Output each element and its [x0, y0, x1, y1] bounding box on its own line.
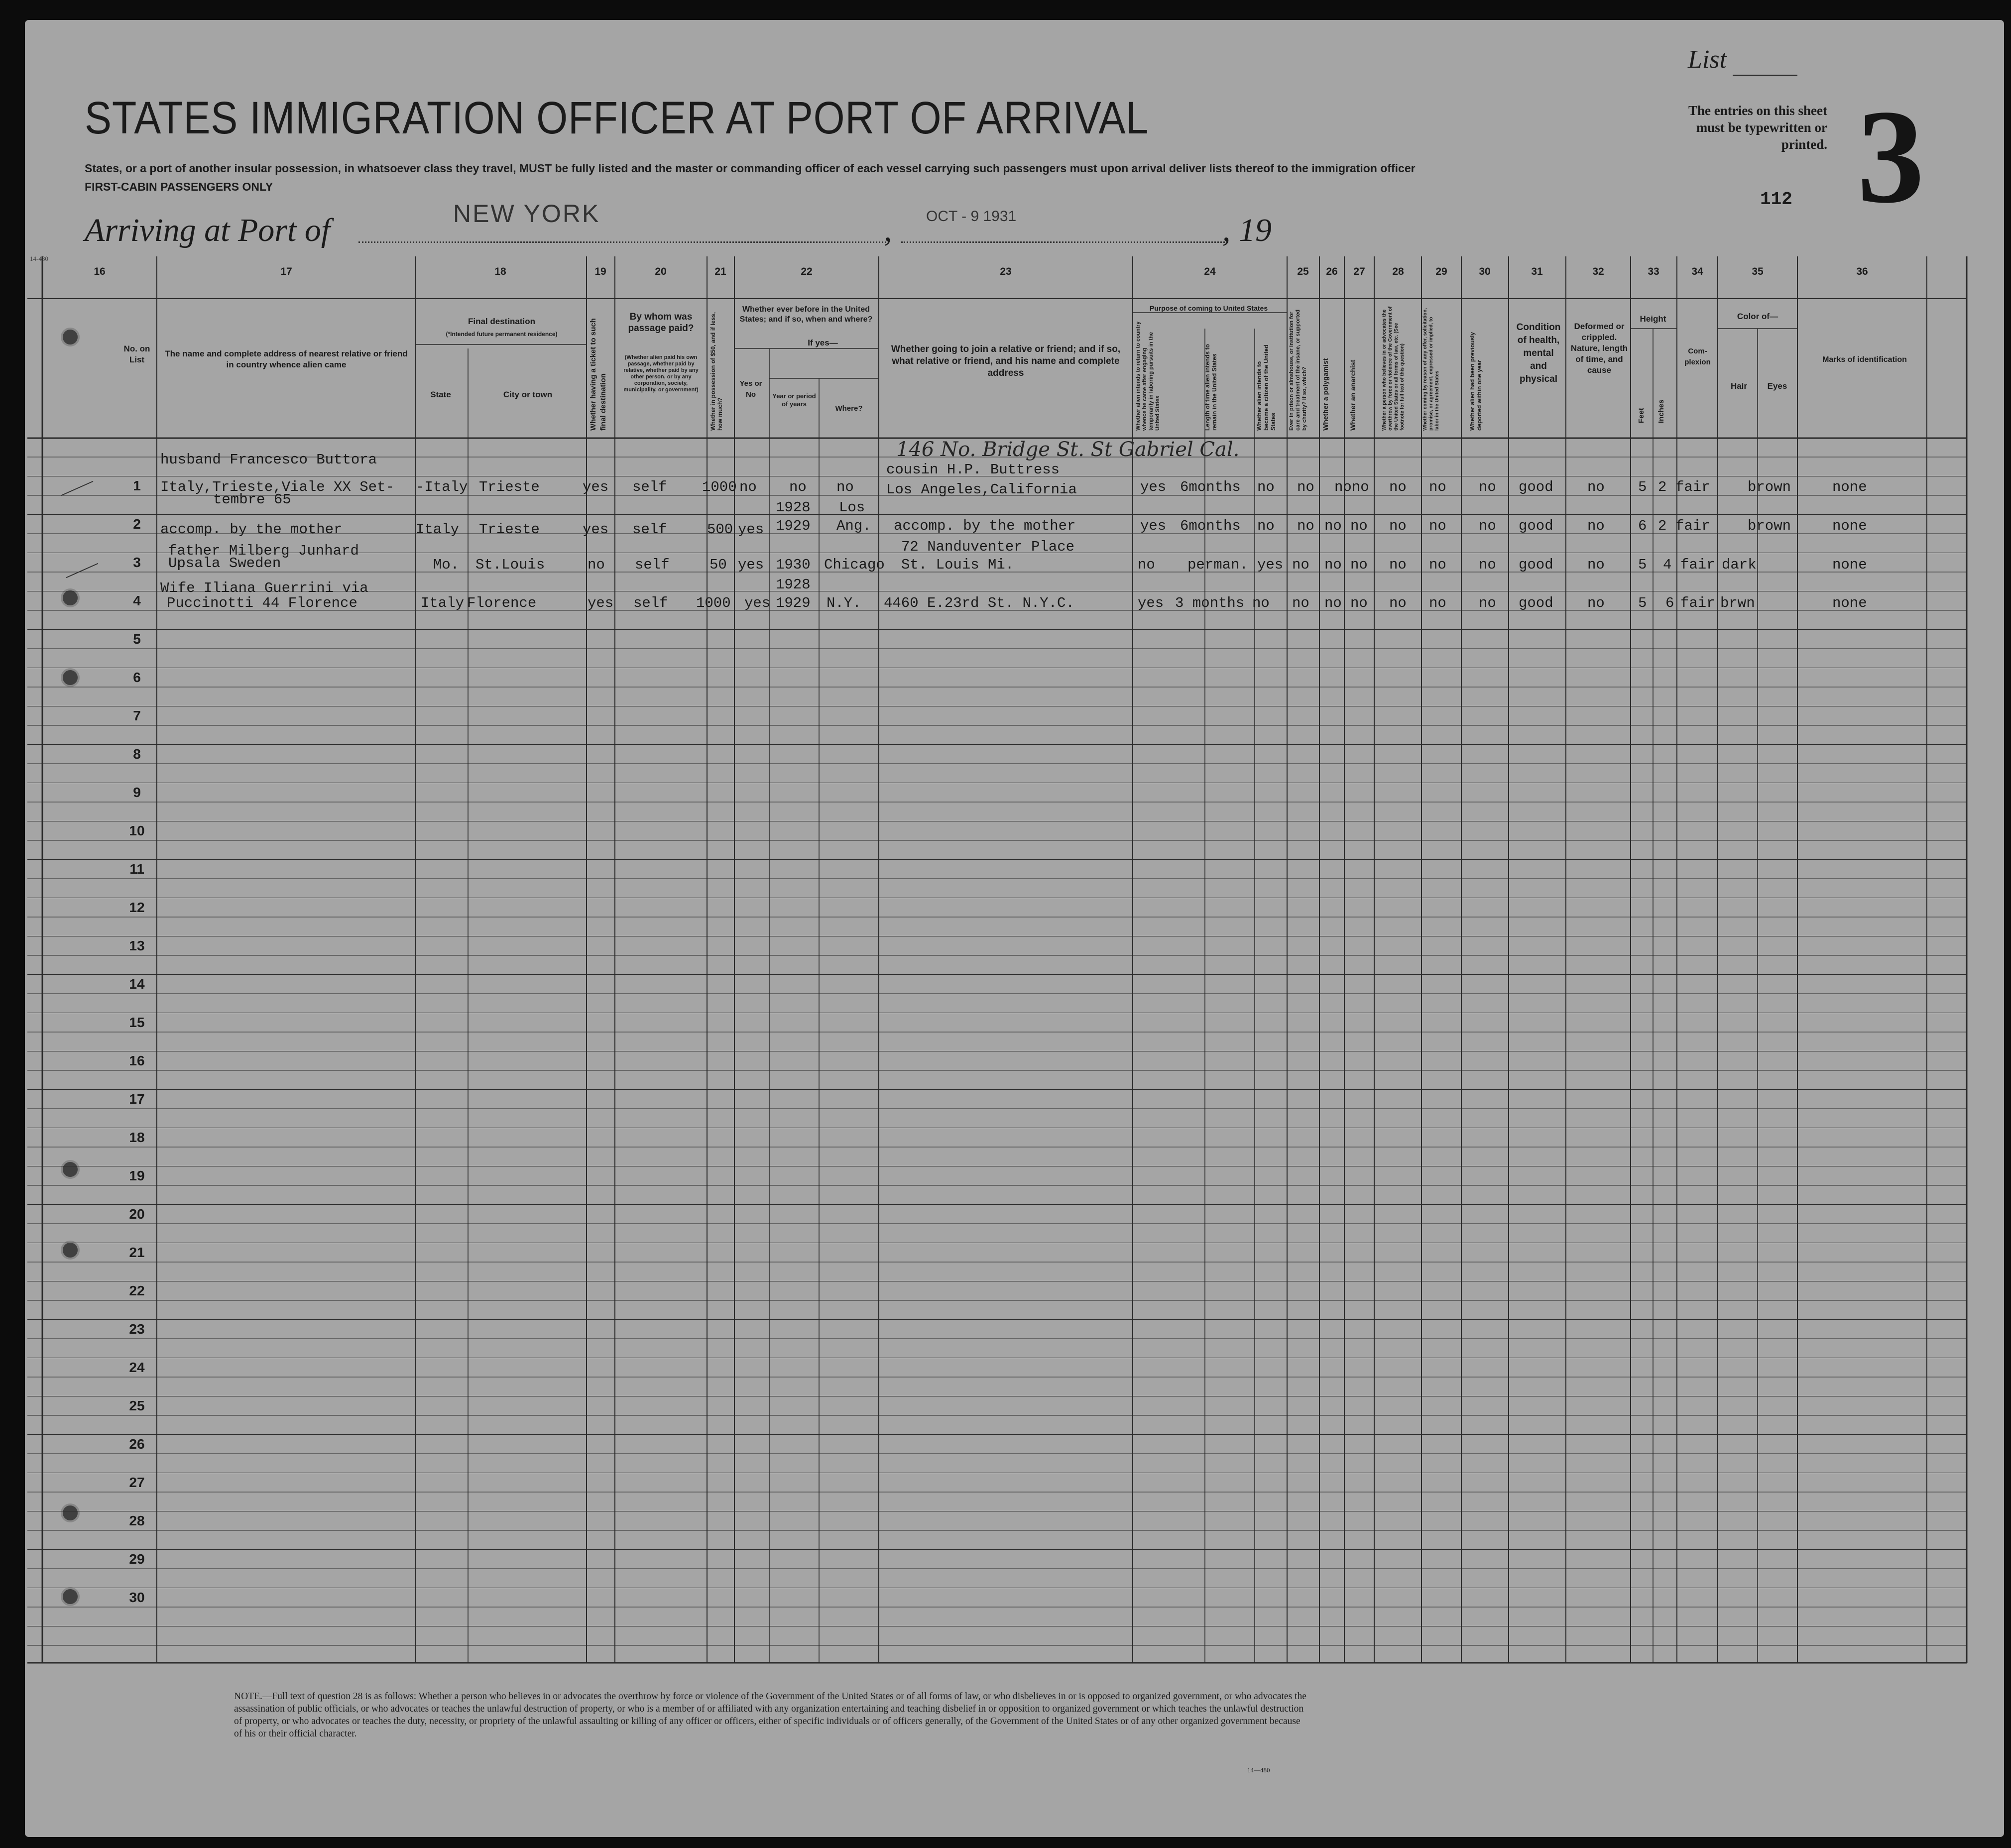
- entry-1-where: no: [836, 479, 854, 495]
- entry-3-join: 72 Nanduventer Place: [901, 539, 1075, 555]
- entry-3-state: Mo.: [433, 557, 460, 573]
- entry-4-deformed: no: [1587, 595, 1605, 611]
- entry-2-anarchist: no: [1350, 518, 1368, 534]
- entry-2-paid-by: self: [632, 521, 667, 538]
- entry-2-year: 1929: [776, 518, 811, 534]
- header-complexion: Com-plexion: [1684, 347, 1711, 366]
- row-number: 5: [133, 631, 141, 647]
- column-number: 35: [1752, 266, 1764, 277]
- entry-4-ticket: yes: [588, 595, 614, 611]
- header-purpose-citizen: Whether alien intends to become a citizen of the United States: [1256, 345, 1277, 431]
- entry-4-q28: no: [1389, 595, 1407, 611]
- entry-2-state: Italy: [416, 521, 460, 538]
- column-number: 25: [1297, 266, 1309, 277]
- entry-3-purpose-return: no: [1138, 557, 1155, 573]
- entry-4-city: Florence: [467, 595, 537, 611]
- header-ever-before: Whether ever before in the United States; and if so, when and where?: [739, 305, 873, 324]
- entry-3-health: good: [1519, 557, 1553, 573]
- entry-1-marks: none: [1832, 479, 1867, 495]
- header-join-relative: Whether going to join a relative or friend; and if so, what relative or friend, and his name and complete address: [891, 344, 1121, 378]
- column-number: 18: [494, 266, 506, 277]
- column-number: 22: [801, 266, 813, 277]
- row-number: 17: [129, 1091, 145, 1107]
- row-number: 21: [129, 1245, 145, 1260]
- header-relative-address: The name and complete address of nearest relative or friend in country whence alien came: [165, 349, 408, 369]
- header-health: Condition of health, mental and physical: [1516, 322, 1561, 384]
- entry-2-eyes: brown: [1748, 518, 1791, 534]
- entry-4-join: 4460 E.23rd St. N.Y.C.: [884, 595, 1074, 611]
- entry-1-city: Trieste: [479, 479, 540, 495]
- entry-4-where: N.Y.: [827, 595, 861, 611]
- passenger-class-note: FIRST-CABIN PASSENGERS ONLY: [85, 180, 273, 193]
- header-purpose-length: Length of time alien intends to remain in the United States: [1204, 344, 1218, 431]
- row-number: 19: [129, 1168, 145, 1183]
- header-hair: Hair: [1730, 381, 1748, 391]
- entry-2-complexion: fair: [1675, 518, 1710, 534]
- row-number: 22: [129, 1283, 145, 1298]
- header-color-of: Color of—: [1737, 312, 1778, 321]
- row-number: 1: [133, 478, 141, 493]
- row-number: 6: [133, 670, 141, 685]
- row-number: 2: [133, 516, 141, 532]
- header-purpose: Purpose of coming to United States: [1149, 304, 1268, 312]
- port-comma: ,: [884, 212, 892, 248]
- entry-2-where-first: Los: [839, 499, 865, 516]
- row-number: 4: [133, 593, 141, 608]
- entry-3-feet: 5: [1638, 557, 1647, 573]
- row-number: 10: [129, 823, 145, 838]
- entry-4-year-first: 1928: [776, 577, 811, 593]
- entry-2-health: good: [1519, 518, 1553, 534]
- header-no-on-list: No. on List: [123, 344, 150, 364]
- entry-2-inches: 2: [1658, 518, 1667, 534]
- column-number: 34: [1691, 266, 1703, 277]
- entry-2-city: Trieste: [479, 521, 540, 538]
- entry-1-join: cousin H.P. Buttress: [886, 462, 1060, 478]
- column-number: 32: [1592, 266, 1604, 277]
- column-number: 26: [1326, 266, 1338, 277]
- entry-2-q28: no: [1389, 518, 1407, 534]
- row-number: 16: [129, 1053, 145, 1068]
- entry-1-polygamist-anarchist: nono: [1334, 479, 1369, 495]
- header-money: Whether in possession of $50, and if less, how much?: [710, 312, 723, 431]
- header-eyes: Eyes: [1767, 381, 1787, 391]
- entry-1-purpose-citizen: no: [1257, 479, 1275, 495]
- entry-4-relative: Wife Iliana Guerrini via: [160, 580, 368, 596]
- header-if-yes: If yes—: [808, 338, 838, 347]
- entry-1-inches: 2: [1658, 479, 1667, 495]
- date-stamp: OCT - 9 1931: [926, 208, 1017, 225]
- entry-4-polygamist: no: [1324, 595, 1342, 611]
- entry-1-complexion: fair: [1675, 479, 1710, 495]
- page-subtitle: States, or a port of another insular possession, in whatsoever class they travel, MUST be fully listed and the master or commanding officer of each vessel carrying such passengers must upon arrival deliver lists thereof to the immigration officer: [85, 162, 1416, 175]
- row-number: 27: [129, 1475, 145, 1490]
- header-ticket: Whether having a ticket to such final destination: [589, 318, 607, 431]
- entry-4-labor-offer: no: [1429, 595, 1446, 611]
- column-number: 30: [1479, 266, 1491, 277]
- entry-2-year-first: 1928: [776, 499, 811, 516]
- arriving-label: Arriving at Port of: [85, 212, 331, 248]
- row-number: 7: [133, 708, 141, 723]
- entry-4-purpose-length: 3 months: [1175, 595, 1245, 611]
- entry-3-polygamist: no: [1324, 557, 1342, 573]
- header-where: Where?: [835, 404, 863, 413]
- row-number: 18: [129, 1130, 145, 1145]
- footnote-form-code: 14—480: [1247, 1766, 1270, 1774]
- row-number: 29: [129, 1551, 145, 1567]
- column-number: 17: [280, 266, 292, 277]
- entry-2-deported: no: [1479, 518, 1496, 534]
- entry-4-before: yes: [744, 595, 771, 611]
- form-code: 14-480: [30, 255, 48, 262]
- entry-3-relative: father Milberg Junhard: [168, 543, 359, 559]
- entry-1-feet: 5: [1638, 479, 1647, 495]
- row-number: 26: [129, 1436, 145, 1452]
- entry-4-purpose-citizen: no: [1252, 595, 1270, 611]
- header-height: Height: [1640, 314, 1666, 324]
- entry-1-purpose-length: 6months: [1180, 479, 1241, 495]
- column-number: 24: [1204, 266, 1216, 277]
- entry-2-money: 500: [707, 521, 733, 538]
- entry-3-inches: 4: [1663, 557, 1672, 573]
- entry-4-deported: no: [1479, 595, 1496, 611]
- entry-1-ticket: yes: [583, 479, 609, 495]
- entry-2-join: accomp. by the mother: [894, 518, 1076, 534]
- year-prefix: , 19: [1222, 212, 1272, 248]
- entry-2-before: yes: [738, 521, 764, 538]
- header-city: City or town: [503, 390, 553, 399]
- entry-2-labor-offer: no: [1429, 518, 1446, 534]
- entry-4-inches: 6: [1665, 595, 1674, 611]
- column-number: 27: [1353, 266, 1365, 277]
- column-number: 19: [594, 266, 606, 277]
- entry-1-prison: no: [1297, 479, 1314, 495]
- header-final-destination: Final destination: [468, 317, 536, 326]
- column-number: 29: [1435, 266, 1447, 277]
- entry-1-before: no: [739, 479, 757, 495]
- entry-1-relative-address: Italy,Trieste,Viale XX Set-: [160, 479, 394, 495]
- entry-3-city: St.Louis: [475, 557, 545, 573]
- entry-4-purpose-return: yes: [1138, 595, 1164, 611]
- header-state: State: [430, 390, 451, 399]
- header-final-destination-sub: (*Intended future permanent residence): [446, 331, 558, 338]
- entry-2-purpose-length: 6months: [1180, 518, 1241, 534]
- entry-3-complexion: fair: [1680, 557, 1715, 573]
- entry-3-q28: no: [1389, 557, 1407, 573]
- column-number: 33: [1648, 266, 1659, 277]
- header-q28: Whether a person who believes in or advocates the overthrow by force or violence of the Government of the United States or all forms of law, etc. (See footnote for full text of this question): [1382, 306, 1405, 431]
- entry-4-relative-address: Puccinotti 44 Florence: [167, 595, 357, 611]
- header-feet: Feet: [1637, 408, 1646, 423]
- row-number: 25: [129, 1398, 145, 1413]
- header-purpose-return: Whether alien intends to return to country whence he came after engaging temporarily in laboring pursuits in the United States: [1135, 321, 1161, 431]
- entry-1-labor-offer: no: [1429, 479, 1446, 495]
- header-deported: Whether alien had been previously deported within one year: [1469, 332, 1483, 431]
- entry-2-polygamist: no: [1324, 518, 1342, 534]
- entries-note: The entries on this sheet must be typewritten or printed.: [1688, 103, 1827, 152]
- header-labor-offer: Whether coming by reason of any offer, solicitation, promise, or agreement, expressed or implied, to labor in the United States: [1422, 308, 1440, 431]
- entry-4-complexion: fair: [1680, 595, 1715, 611]
- entry-1-state: -Italy: [416, 479, 468, 495]
- entry-1-deformed: no: [1587, 479, 1605, 495]
- header-inches: Inches: [1657, 399, 1665, 423]
- footnote-q28: NOTE.—Full text of question 28 is as follows: Whether a person who believes in or advocates the overthrow by force or violence of the Government of the United States or of all forms of law, or who disbelieves in or is opposed to organized government, or who advocates the assassination of public officials, or who advocates or teaches the unlawful destruction of property, or who is a member of or affiliated with any organization entertaining and teaching disbelief in or opposition to organized government or which teaches the unlawful destruction of property, or who advocates or teaches the duty, necessity, or propriety of the unlawful assaulting or killing of any officer or officers, either of specific individuals or of officers generally, of the Government of the United States or of any other organized government because of his or their official character.: [234, 1691, 1306, 1739]
- entry-1-eyes: brown: [1748, 479, 1791, 495]
- entry-3-paid-by: self: [635, 557, 670, 573]
- entry-3-money: 50: [710, 557, 727, 573]
- row-number: 9: [133, 785, 141, 800]
- entry-1-year: no: [789, 479, 807, 495]
- row-number: 3: [133, 555, 141, 570]
- entry-2-ticket: yes: [583, 521, 609, 538]
- column-number: 36: [1856, 266, 1868, 277]
- entry-2-relative: accomp. by the mother: [160, 521, 343, 538]
- entry-4-paid-by: self: [633, 595, 668, 611]
- entry-2-where: Ang.: [836, 518, 871, 534]
- entry-1-join-handwritten: 146 No. Bridge St. St Gabriel Cal.: [896, 438, 1240, 461]
- row-number: 20: [129, 1206, 145, 1222]
- entry-3-where: Chicago: [824, 557, 885, 573]
- page-number: 112: [1760, 189, 1792, 210]
- row-number: 12: [129, 900, 145, 915]
- row-number: 30: [129, 1590, 145, 1605]
- entry-4-health: good: [1519, 595, 1553, 611]
- entry-1-paid-by: self: [632, 479, 667, 495]
- entry-4-anarchist: no: [1350, 595, 1368, 611]
- entry-2-purpose-return: yes: [1140, 518, 1167, 534]
- entry-1-q28: no: [1389, 479, 1407, 495]
- entry-1-relative-address-cont: tembre 65: [213, 491, 291, 508]
- entry-2-prison: no: [1297, 518, 1314, 534]
- entry-4-feet: 5: [1638, 595, 1647, 611]
- column-number: 21: [714, 266, 726, 277]
- entry-2-feet: 6: [1638, 518, 1647, 534]
- header-anarchist: Whether an anarchist: [1349, 359, 1357, 431]
- row-number: 13: [129, 938, 145, 953]
- entry-3-ticket: no: [588, 557, 605, 573]
- entry-3-purpose-citizen: yes: [1257, 557, 1284, 573]
- column-number: 31: [1531, 266, 1543, 277]
- entry-4-prison: no: [1292, 595, 1309, 611]
- header-passage-paid-sub: (Whether alien paid his own passage, whether paid by relative, whether paid by any other person, or by any corporation, society, municipality, or government): [623, 354, 699, 393]
- entry-1-join-address: Los Angeles,California: [886, 481, 1077, 498]
- header-polygamist: Whether a polygamist: [1321, 358, 1329, 431]
- entry-4-year: 1929: [776, 595, 811, 611]
- entry-4-money: 1000: [696, 595, 731, 611]
- header-yes-no: Yes or No: [739, 379, 762, 399]
- entry-3-deported: no: [1479, 557, 1496, 573]
- entry-3-purpose-length: perman.: [1187, 557, 1248, 573]
- entry-3-before: yes: [738, 557, 764, 573]
- entry-1-purpose-return: yes: [1140, 479, 1167, 495]
- row-number: 15: [129, 1015, 145, 1030]
- entry-3-year: 1930: [776, 557, 811, 573]
- entry-3-deformed: no: [1587, 557, 1605, 573]
- column-number: 16: [94, 266, 106, 277]
- row-number: 28: [129, 1513, 145, 1528]
- port-value: NEW YORK: [453, 200, 600, 228]
- entry-2-marks: none: [1832, 518, 1867, 534]
- column-number: 20: [655, 266, 667, 277]
- row-number: 23: [129, 1321, 145, 1337]
- entry-4-hair: brwn: [1720, 595, 1755, 611]
- entry-3-labor-offer: no: [1429, 557, 1446, 573]
- row-number: 24: [129, 1360, 145, 1375]
- row-number: 11: [129, 861, 144, 877]
- row-number: 8: [133, 746, 141, 762]
- page-title: STATES IMMIGRATION OFFICER AT PORT OF ARRIVAL: [85, 93, 1149, 143]
- entry-1-money: 1000: [702, 479, 737, 495]
- entry-1-relative: husband Francesco Buttora: [160, 452, 377, 468]
- list-label: List: [1688, 45, 1727, 74]
- sheet-number: 3: [1857, 82, 1924, 231]
- entry-2-purpose-citizen: no: [1257, 518, 1275, 534]
- entry-3-hair: dark: [1722, 557, 1757, 573]
- header-deformed: Deformed or crippled. Nature, length of time, and cause: [1570, 322, 1628, 375]
- entry-3-relative-address: Upsala Sweden: [168, 555, 281, 572]
- column-number: 28: [1392, 266, 1404, 277]
- entry-3-prison: no: [1292, 557, 1309, 573]
- entry-2-deformed: no: [1587, 518, 1605, 534]
- header-marks: Marks of identification: [1822, 355, 1907, 364]
- row-number: 14: [129, 976, 145, 992]
- entry-3-join-address: St. Louis Mi.: [901, 557, 1014, 573]
- header-year: Year or period of years: [772, 392, 816, 408]
- entry-1-deported: no: [1479, 479, 1496, 495]
- header-passage-paid: By whom was passage paid?: [628, 312, 694, 334]
- entry-4-state: Italy: [421, 595, 465, 611]
- column-number: 23: [1000, 266, 1012, 277]
- entry-3-anarchist: no: [1350, 557, 1368, 573]
- entry-3-marks: none: [1832, 557, 1867, 573]
- entry-1-health: good: [1519, 479, 1553, 495]
- header-prison: Ever in prison or almshouse, or institution for care and treatment of the insane, or supported by charity? If so, which?: [1289, 309, 1307, 431]
- entry-4-marks: none: [1832, 595, 1867, 611]
